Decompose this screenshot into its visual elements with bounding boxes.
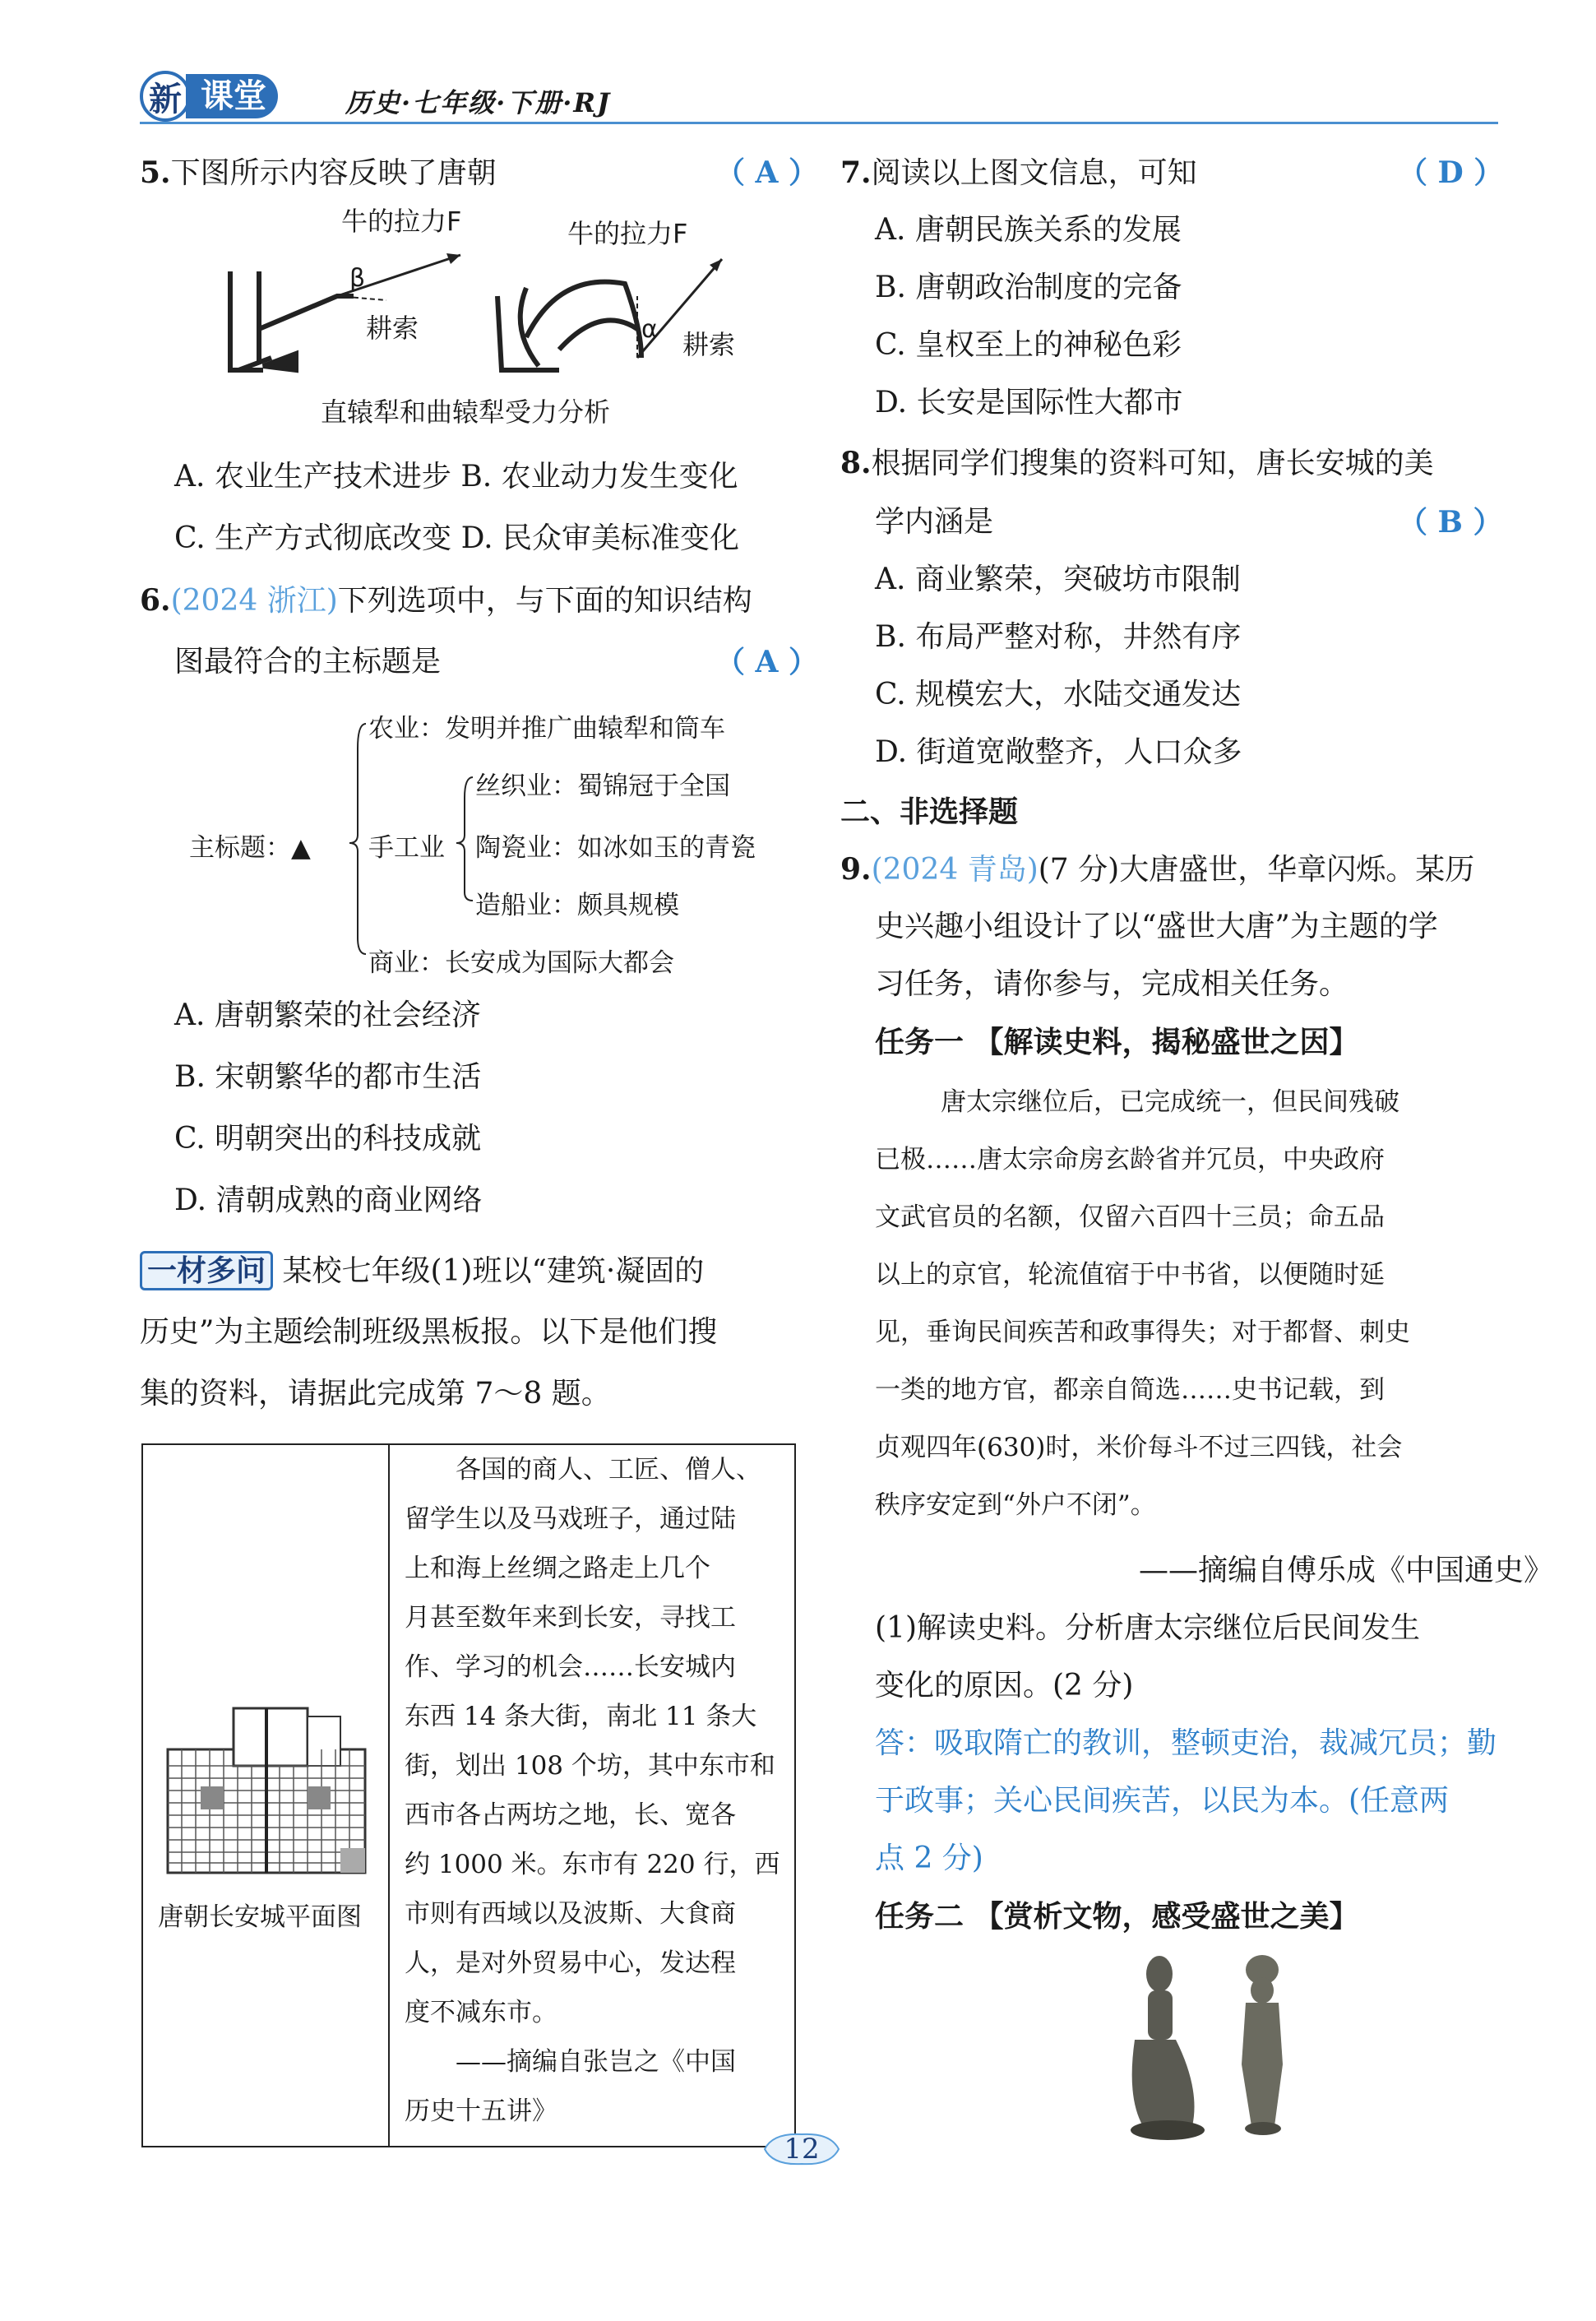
q5-options-cd: C. 生产方式彻底改变 D. 民众审美标准变化 bbox=[174, 521, 740, 555]
tree-root: 主标题：▲ bbox=[189, 833, 311, 863]
q8-stem-2: 学内涵是 bbox=[875, 505, 994, 539]
book-subtitle: 历史·七年级·下册·RJ bbox=[345, 87, 612, 118]
q9-answer-line2: 于政事；关心民间疾苦，以民为本。(任意两 bbox=[875, 1784, 1450, 1818]
q7-option-d: D. 长安是国际性大都市 bbox=[875, 386, 1183, 419]
q9-passage-source: ——摘编自傅乐成《中国通史》 bbox=[1139, 1554, 1554, 1587]
page-number-badge bbox=[756, 2126, 847, 2172]
tang-figurines-image bbox=[1077, 1949, 1324, 2147]
plough-force-figure bbox=[214, 206, 756, 444]
q8-answer: （ B ） bbox=[1398, 505, 1503, 540]
q8-option-c: C. 规模宏大，水陆交通发达 bbox=[875, 678, 1242, 711]
tree-silk: 丝织业：蜀锦冠于全国 bbox=[475, 771, 730, 801]
q6-stem-1: 6.(2024 浙江)下列选项中，与下面的知识结构 bbox=[140, 583, 752, 618]
tree-commerce: 商业：长安成为国际大都会 bbox=[368, 948, 674, 978]
series-logo bbox=[140, 71, 329, 125]
straight-plough-icon bbox=[230, 271, 354, 370]
task2-heading: 任务二 【赏析文物，感受盛世之美】 bbox=[875, 1899, 1359, 1934]
fig-caption: 直辕犁和曲辕犁受力分析 bbox=[321, 396, 611, 428]
header-rule bbox=[140, 122, 1498, 124]
fig-beta: β bbox=[349, 264, 366, 293]
q9-sub1-line1: (1)解读史料。分析唐太宗继位后民间发生 bbox=[875, 1611, 1420, 1645]
q6-answer: （ A ） bbox=[715, 645, 818, 679]
q8-option-d: D. 街道宽敞整齐，人口众多 bbox=[875, 735, 1242, 769]
fig-rope2: 耕索 bbox=[682, 329, 736, 360]
task1-heading: 任务一 【解读史料，揭秘盛世之因】 bbox=[875, 1025, 1359, 1059]
q5-stem: 5.下图所示内容反映了唐朝 bbox=[140, 155, 497, 190]
q9-sub1-line2: 变化的原因。(2 分) bbox=[875, 1669, 1134, 1703]
q6-option-a: A. 唐朝繁荣的社会经济 bbox=[174, 998, 481, 1032]
fig-rope1: 耕索 bbox=[366, 313, 419, 344]
multi-question-tag: 一材多问 bbox=[140, 1251, 273, 1290]
fig-alpha: α bbox=[641, 315, 658, 344]
q6-stem-2: 图最符合的主标题是 bbox=[174, 645, 442, 679]
q9-stem-2: 史兴趣小组设计了以“盛世大唐”为主题的学 bbox=[875, 910, 1438, 943]
section-2-heading: 二、非选择题 bbox=[840, 795, 1019, 829]
tree-ship: 造船业：颇具规模 bbox=[475, 891, 679, 920]
q8-stem-1: 8.根据同学们搜集的资料可知，唐长安城的美 bbox=[840, 446, 1434, 480]
q8-option-b: B. 布局严整对称，井然有序 bbox=[875, 620, 1242, 654]
knowledge-tree bbox=[181, 699, 806, 978]
q7-option-c: C. 皇权至上的神秘色彩 bbox=[875, 328, 1182, 362]
standing-figurine-icon bbox=[1242, 1955, 1283, 2135]
material-box bbox=[141, 1443, 796, 2147]
tree-agri: 农业：发明并推广曲辕犁和筒车 bbox=[368, 714, 725, 744]
material-passage: 各国的商人、工匠、僧人、 留学生以及马戏班子，通过陆 上和海上丝绸之路走上几个 月甚至数年来到长安，寻找工 作、学习的机会……长安城内 东西 14 条大街，南北 11 条大 街，划出 108 个坊，其中东市和 西市各占两坊之地，长、宽各 约 1000 米。东市有 220 行，西 市则有西域以及波斯、大食商 人，是对外贸易中心，发达程 度不减东市。 ——摘编自张岂之《中国 历史十五讲》 bbox=[405, 1455, 780, 2126]
q8-option-a: A. 商业繁荣，突破坊市限制 bbox=[875, 563, 1241, 596]
page-number: 12 bbox=[784, 2133, 820, 2166]
tree-craft: 手工业 bbox=[368, 833, 445, 863]
q9-answer-line3: 点 2 分) bbox=[875, 1842, 983, 1875]
fig-label-f2: 牛的拉力F bbox=[567, 218, 688, 249]
q9-passage: 唐太宗继位后，已完成统一，但民间残破 已极……唐太宗命房玄龄省并冗员，中央政府 文武官员的名额，仅留六百四十三员；命五品 以上的京官，轮流值宿于中书省，以便随时延 见，垂询民间疾苦和政事得失；对于都督、刺史 一类的地方官，都亲自简选……史书记载，到 贞观四年(630)时，米价每斗不过三四钱，社会 秩序安定到“外户不闭”。 bbox=[875, 1087, 1410, 1520]
changan-map bbox=[160, 1692, 373, 1885]
fig-label-f1: 牛的拉力F bbox=[341, 206, 462, 237]
seated-figurine-icon bbox=[1131, 1956, 1205, 2140]
q5-answer: （ A ） bbox=[715, 155, 818, 190]
map-caption: 唐朝长安城平面图 bbox=[158, 1902, 362, 1932]
q7-option-a: A. 唐朝民族关系的发展 bbox=[875, 213, 1182, 247]
q9-answer-line1: 答：吸取隋亡的教训，整顿吏治，裁减冗员；勤 bbox=[875, 1726, 1497, 1760]
multi-question-intro-3: 集的资料，请据此完成第 7～8 题。 bbox=[140, 1377, 611, 1411]
multi-question-intro-1: 一材多问 某校七年级(1)班以“建筑·凝固的 bbox=[140, 1242, 704, 1300]
q6-option-c: C. 明朝突出的科技成就 bbox=[174, 1122, 482, 1156]
tree-porcelain: 陶瓷业：如冰如玉的青瓷 bbox=[475, 833, 756, 863]
logo-xin: 新 bbox=[140, 71, 191, 122]
logo-ketang: 课堂 bbox=[186, 74, 278, 118]
q7-answer: （ D ） bbox=[1398, 155, 1504, 190]
q6-option-d: D. 清朝成熟的商业网络 bbox=[174, 1184, 483, 1217]
q7-option-b: B. 唐朝政治制度的完备 bbox=[875, 271, 1182, 304]
curved-plough-icon bbox=[497, 282, 641, 370]
q9-stem-3: 习任务，请你参与，完成相关任务。 bbox=[875, 967, 1349, 1001]
multi-question-intro-2: 历史”为主题绘制班级黑板报。以下是他们搜 bbox=[140, 1315, 718, 1349]
q6-option-b: B. 宋朝繁华的都市生活 bbox=[174, 1060, 482, 1094]
q7-stem: 7.阅读以上图文信息，可知 bbox=[840, 155, 1197, 190]
q5-options-ab: A. 农业生产技术进步 B. 农业动力发生变化 bbox=[174, 460, 738, 493]
q9-stem-1: 9.(2024 青岛)(7 分)大唐盛世，华章闪烁。某历 bbox=[840, 852, 1475, 887]
